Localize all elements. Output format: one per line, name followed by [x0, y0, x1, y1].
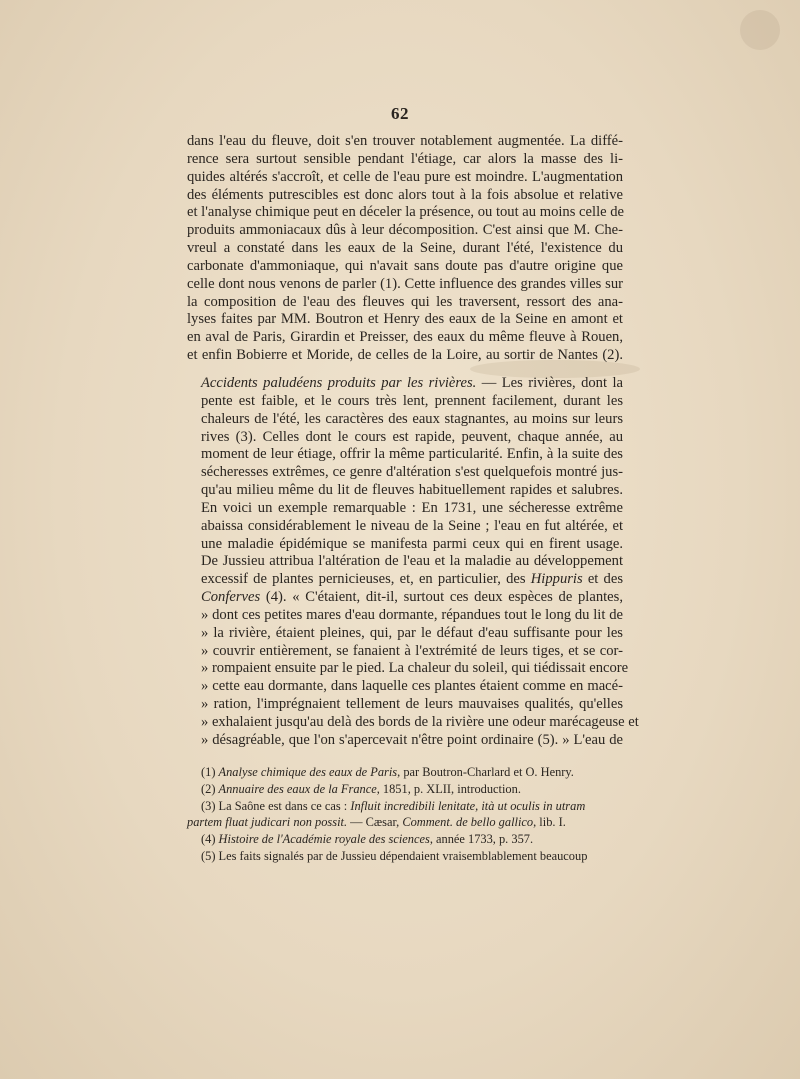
- footnote-quote: partem fluat judicari non possit.: [187, 815, 348, 830]
- footnote-text: , 1851, p. XLII, introduction.: [376, 781, 521, 796]
- text-line: une maladie épidémique se manifesta parmi ceux qui en firent usage.: [201, 535, 623, 552]
- page-number: 62: [391, 104, 409, 123]
- paragraph-1: [187, 133, 623, 365]
- text-line: abaissa considérablement le niveau de la Seine ; l'eau en fut altérée, et: [201, 517, 623, 534]
- quote-line: » exhalaient jusqu'au delà des bords de la rivière une odeur marécageuse et: [201, 714, 639, 730]
- text-line: [187, 375, 623, 393]
- quote-line: » ration, l'imprégnaient tellement de leurs mauvaises qualités, qu'elles: [201, 696, 623, 713]
- text-line: [187, 589, 623, 607]
- italic-term: Hippuris: [530, 571, 583, 588]
- text-line: lyses faites par MM. Boutron et Henry des eaux de la Seine en amont et: [187, 311, 623, 328]
- text-line: celle dont nous venons de parler (1). Cette influence des grandes villes sur: [187, 275, 623, 292]
- footnote-3: [187, 798, 623, 815]
- footnote-quote: Influit incredibili lenitate, ità ut oculis in utram: [350, 798, 586, 813]
- text-line: en aval de Paris, Girardin et Preisser, des eaux du même fleuve à Rouen,: [187, 329, 623, 346]
- footnote-title: Comment. de bello gallico: [402, 815, 534, 830]
- footnote-number: (2): [201, 781, 219, 796]
- text-line: rives (3). Celles dont le cours est rapide, peuvent, chaque année, au: [201, 428, 623, 445]
- text-line: dans l'eau du fleuve, doit s'en trouver notablement augmentée. La diffé-: [187, 133, 623, 149]
- footnote-text: , lib. I.: [533, 815, 566, 830]
- footnote-number: (4): [201, 832, 219, 847]
- footnote-text: , par Boutron-Charlard et O. Henry.: [397, 765, 574, 779]
- text-run: (4). « C'étaient, dit-il, surtout ces deux espèces de plantes,: [260, 589, 623, 606]
- footnote-1: [187, 764, 623, 781]
- footnote-4: [187, 831, 623, 848]
- text-line: et enfin Bobierre et Moride, de celles de la Loire, au sortir de Nantes (2).: [187, 347, 623, 364]
- footnote-3-continued: [187, 814, 623, 831]
- footnote-2: [187, 781, 623, 798]
- quote-line: » cette eau dormante, dans laquelle ces plantes étaient comme en macé-: [201, 678, 623, 695]
- text-line: vreul a constaté dans les eaux de la Seine, durant l'été, l'existence du: [187, 240, 623, 257]
- text-run: excessif de plantes pernicieuses, et, en particulier, des: [201, 571, 531, 588]
- paragraph-2: [187, 374, 639, 750]
- text-line: produits ammoniacaux dûs à leur décomposition. C'est ainsi que M. Che-: [187, 222, 623, 239]
- text-line: sécheresses extrêmes, ce genre d'altération s'est quelquefois montré jus-: [201, 464, 623, 481]
- text-line: carbonate d'ammoniaque, qui n'avait sans doute pas d'autre origine que: [187, 257, 623, 274]
- text-line: la composition de l'eau des fleuves qui les traversent, ressort des ana-: [187, 293, 623, 310]
- footnote-title: Analyse chimique des eaux de Paris: [218, 765, 398, 779]
- text-run: et des: [582, 571, 623, 588]
- text-line: De Jussieu attribua l'altération de l'eau et la maladie au développement: [201, 553, 623, 570]
- footnote-text: , année 1733, p. 357.: [429, 832, 534, 847]
- footnote-text: — Cæsar,: [347, 815, 403, 830]
- footnote-number: (1): [201, 765, 219, 779]
- section-heading: Accidents paludéens produits par les rivières.: [201, 374, 477, 391]
- quote-line: » rompaient ensuite par le pied. La chaleur du soleil, qui tiédissait encore: [201, 660, 629, 677]
- italic-term: Conferves: [201, 589, 261, 606]
- text-line: qu'au milieu même du lit de fleuves habituellement rapides et salubres.: [201, 482, 623, 499]
- quote-line: » désagréable, que l'on s'apercevait n'être point ordinaire (5). » L'eau de: [201, 731, 623, 748]
- footnote-title: Annuaire des eaux de la France: [218, 781, 377, 796]
- text-line: chaleurs de l'été, les caractères des eaux stagnantes, au moins sur leurs: [201, 410, 623, 427]
- body-text: [187, 133, 639, 750]
- text-line: et l'analyse chimique peut en déceler la présence, ou tout au moins celle de: [187, 204, 625, 221]
- text-line: rence sera surtout sensible pendant l'étiage, car alors la masse des li-: [187, 150, 623, 167]
- paper-stain: [740, 10, 780, 50]
- footnotes: [187, 764, 623, 865]
- footnote-title: Histoire de l'Académie royale des sciences: [218, 832, 430, 847]
- text-line: pente est faible, et le cours très lent, prennent facilement, durant les: [201, 392, 623, 409]
- text-line: En voici un exemple remarquable : En 1731, une sécheresse extrême: [201, 499, 623, 516]
- text-run: — Les rivières, dont la: [476, 374, 623, 391]
- footnote-text: (3) La Saône est dans ce cas :: [201, 798, 351, 813]
- quote-line: » la rivière, étaient pleines, qui, par le défaut d'eau suffisante pour les: [201, 624, 623, 641]
- quote-line: » dont ces petites mares d'eau dormante, répandues tout le long du lit de: [201, 606, 623, 623]
- text-line: quides altérés s'accroît, et celle de l'eau pure est moindre. L'augmentation: [187, 168, 623, 185]
- quote-line: » couvrir entièrement, se fanaient à l'extrémité de leurs tiges, et se cor-: [201, 642, 623, 659]
- text-line: des éléments putrescibles est donc alors tout à la fois absolue et relative: [187, 186, 623, 203]
- text-line: [187, 571, 623, 589]
- footnote-5: (5) Les faits signalés par de Jussieu dépendaient vraisemblablement beaucoup: [201, 848, 588, 863]
- text-line: moment de leur étiage, offrir la même particularité. Enfin, à la suite des: [201, 446, 623, 463]
